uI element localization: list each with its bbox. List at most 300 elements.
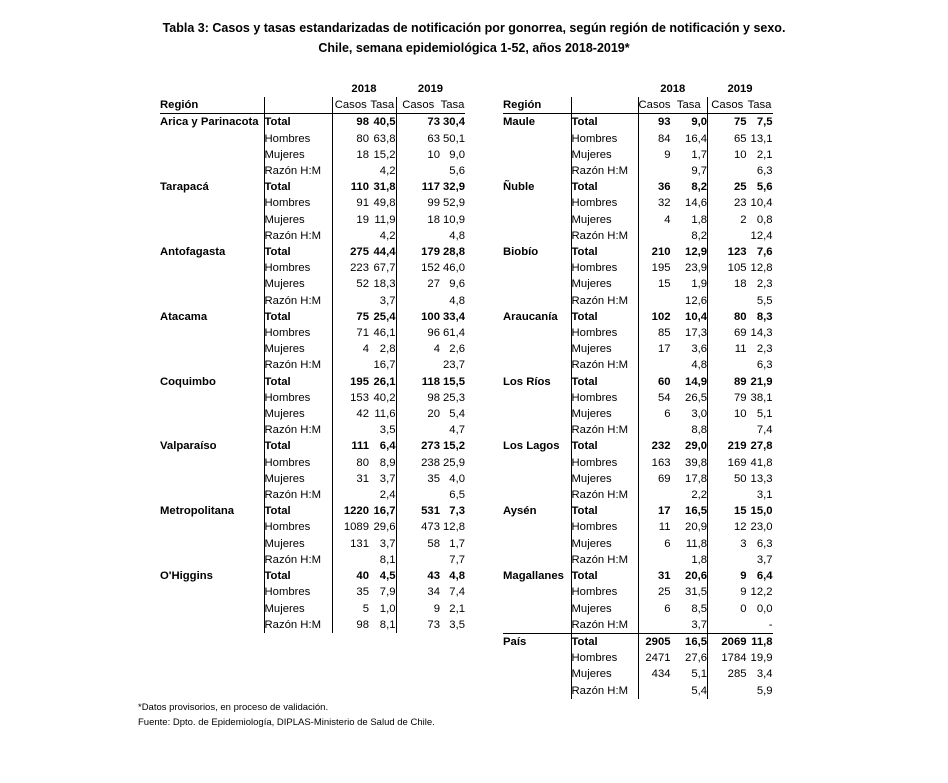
tasa-2018-cell: 11,9 <box>374 213 396 226</box>
region-name-empty <box>160 617 264 633</box>
blank-header-cell <box>503 81 571 97</box>
tasa-2018-cell: 3,0 <box>691 408 708 421</box>
tasa-2019-cell: 0,8 <box>756 213 773 226</box>
right-table-panel <box>503 81 773 699</box>
casos-2018-cell: 6 <box>638 601 671 617</box>
tasa-2019-cell: 19,9 <box>750 652 773 665</box>
region-name-empty <box>503 471 571 487</box>
tasa-2019-cell: - <box>768 618 773 631</box>
tasa-2018-cell: 31,8 <box>373 181 396 194</box>
casos-2019-cell <box>708 617 747 634</box>
table-title-line-2: Chile, semana epidemiológica 1-52, años 2018-2019* <box>318 41 630 55</box>
region-name-empty <box>160 601 264 617</box>
sex-label: Total <box>264 179 332 195</box>
table-row <box>503 293 773 309</box>
casos-2019-cell: 473 <box>396 519 440 535</box>
table-row <box>503 406 773 422</box>
tasa-2018-header: Tasa <box>671 97 708 114</box>
tasa-2019-cell: 4,8 <box>449 229 465 242</box>
tasa-2019-cell: 2,1 <box>449 602 465 615</box>
sex-label: Mujeres <box>264 341 332 357</box>
tasa-2019-cell: 10,4 <box>750 197 773 210</box>
tasa-2018-cell: 26,5 <box>685 391 708 404</box>
tasa-2019-cell: 5,6 <box>756 181 773 194</box>
casos-2018-cell: 17 <box>638 341 671 357</box>
region-name-empty <box>160 584 264 600</box>
table-row <box>503 601 773 617</box>
tasa-2019-cell: 7,4 <box>756 424 773 437</box>
casos-2018-cell: 80 <box>332 455 369 471</box>
tasa-2018-cell: 20,9 <box>685 521 708 534</box>
tasa-2019-cell: 30,4 <box>443 116 465 129</box>
sex-label: Hombres <box>264 195 332 211</box>
footnotes <box>138 700 435 730</box>
region-name-empty <box>160 131 264 147</box>
casos-2019-cell <box>708 683 747 699</box>
casos-2019-cell <box>708 163 747 179</box>
sex-label: Razón H:M <box>571 683 638 699</box>
casos-2018-cell <box>638 617 671 634</box>
tasa-2019-cell: 3,7 <box>756 553 773 566</box>
tasa-2018-cell: 23,9 <box>685 262 708 275</box>
table-row <box>160 357 465 373</box>
tasa-2018-cell: 4,8 <box>691 359 708 372</box>
casos-2019-cell <box>708 293 747 309</box>
casos-2019-cell: 25 <box>708 179 747 195</box>
region-name: Ñuble <box>503 181 535 194</box>
region-name-empty <box>503 584 571 600</box>
tasa-2018-cell: 2,4 <box>379 489 396 502</box>
casos-2019-cell <box>708 487 747 503</box>
casos-2019-cell: 219 <box>708 438 747 454</box>
region-name: País <box>503 633 571 650</box>
left-table-panel <box>160 81 465 633</box>
casos-2019-cell: 10 <box>708 406 747 422</box>
sex-label: Mujeres <box>571 471 638 487</box>
tasa-2018-cell: 4,2 <box>379 165 396 178</box>
region-name: Biobío <box>503 246 539 259</box>
region-name-empty <box>160 147 264 163</box>
footnote-source: Fuente: Dpto. de Epidemiología, DIPLAS-Ministerio de Salud de Chile. <box>138 717 435 728</box>
casos-2019-cell <box>708 422 747 438</box>
tasa-2019-cell: 4,8 <box>449 294 465 307</box>
sex-label: Total <box>264 114 332 131</box>
region-name: Aysén <box>503 505 537 518</box>
tasa-2019-cell: 5,9 <box>756 684 773 697</box>
sex-label: Mujeres <box>264 147 332 163</box>
tasa-2019-cell: 9,6 <box>449 278 465 291</box>
casos-2018-cell: 98 <box>332 617 369 633</box>
sex-label: Razón H:M <box>571 552 638 568</box>
table-row <box>503 438 773 454</box>
casos-2018-cell: 6 <box>638 406 671 422</box>
sex-label: Razón H:M <box>264 163 332 179</box>
sex-label: Hombres <box>571 455 638 471</box>
casos-2018-cell: 5 <box>332 601 369 617</box>
tasa-2019-cell: 32,9 <box>443 181 465 194</box>
region-name-empty <box>160 455 264 471</box>
casos-2018-cell: 210 <box>638 244 671 260</box>
tasa-2019-header: Tasa <box>440 97 465 114</box>
casos-2018-cell: 19 <box>332 212 369 228</box>
region-name-empty <box>503 163 571 179</box>
sex-label: Razón H:M <box>571 422 638 438</box>
table-row <box>503 683 773 699</box>
casos-2018-cell: 15 <box>638 276 671 292</box>
casos-2018-cell: 131 <box>332 536 369 552</box>
tasa-2018-cell: 4,2 <box>379 229 396 242</box>
table-row <box>503 617 773 634</box>
sex-label: Razón H:M <box>264 357 332 373</box>
tasa-2018-cell: 12,9 <box>685 246 708 259</box>
region-name-empty <box>503 455 571 471</box>
tasa-2018-cell: 26,1 <box>373 375 396 388</box>
tasa-2019-cell: 4,7 <box>449 424 465 437</box>
sex-label: Hombres <box>571 195 638 211</box>
year-2018-header: 2018 <box>351 83 377 95</box>
region-name-empty <box>160 260 264 276</box>
casos-2018-cell <box>332 552 369 568</box>
tasa-2018-cell: 10,4 <box>685 310 708 323</box>
casos-2019-cell <box>396 487 440 503</box>
sex-label: Razón H:M <box>264 552 332 568</box>
sex-label: Hombres <box>571 131 638 147</box>
tasa-2019-cell: 6,3 <box>756 537 773 550</box>
table-row <box>160 503 465 519</box>
casos-2018-cell: 232 <box>638 438 671 454</box>
tasa-2018-cell: 63,8 <box>373 132 396 145</box>
casos-2018-cell: 52 <box>332 276 369 292</box>
tasa-2018-cell: 17,8 <box>685 472 708 485</box>
tasa-2018-cell: 3,7 <box>379 294 396 307</box>
casos-2019-cell: 123 <box>708 244 747 260</box>
casos-2018-cell: 195 <box>638 260 671 276</box>
table-row <box>503 568 773 584</box>
right-region-table <box>503 81 773 699</box>
sex-label: Mujeres <box>264 212 332 228</box>
blank-header-cell <box>264 81 332 97</box>
casos-2019-cell: 69 <box>708 325 747 341</box>
sex-label: Mujeres <box>264 536 332 552</box>
tasa-2019-cell: 25,3 <box>443 391 465 404</box>
casos-2019-cell: 96 <box>396 325 440 341</box>
region-name-empty <box>503 390 571 406</box>
casos-2018-cell: 223 <box>332 260 369 276</box>
region-name-empty <box>503 617 571 634</box>
tasa-2018-cell: 6,4 <box>379 440 396 453</box>
sex-label: Total <box>571 114 638 131</box>
tasa-2019-cell: 10,9 <box>443 213 465 226</box>
sex-label: Mujeres <box>571 536 638 552</box>
casos-2018-cell: 84 <box>638 131 671 147</box>
casos-2019-cell: 152 <box>396 260 440 276</box>
blank-header-cell <box>160 81 264 97</box>
sex-label: Razón H:M <box>264 617 332 633</box>
region-name-empty <box>503 341 571 357</box>
casos-2019-cell <box>708 357 747 373</box>
tasa-2019-cell: 38,1 <box>750 391 773 404</box>
casos-2018-cell: 195 <box>332 374 369 390</box>
table-row <box>160 163 465 179</box>
table-row <box>160 536 465 552</box>
sex-label: Razón H:M <box>264 422 332 438</box>
tasa-2018-cell: 44,4 <box>373 246 396 259</box>
table-row <box>503 357 773 373</box>
table-title <box>0 18 948 58</box>
casos-2019-cell: 531 <box>396 503 440 519</box>
casos-2018-cell: 98 <box>332 114 369 131</box>
table-row <box>160 422 465 438</box>
tasa-2019-cell: 1,7 <box>449 537 465 550</box>
casos-2018-cell: 25 <box>638 584 671 600</box>
tasa-2019-cell: 13,1 <box>750 132 773 145</box>
tasa-2019-cell: 15,0 <box>750 505 773 518</box>
casos-2019-cell: 20 <box>396 406 440 422</box>
casos-2019-cell: 98 <box>396 390 440 406</box>
sex-label: Hombres <box>264 519 332 535</box>
tasa-2018-cell: 8,1 <box>379 553 396 566</box>
sex-label: Razón H:M <box>571 228 638 244</box>
table-row <box>503 309 773 325</box>
sex-label: Total <box>264 568 332 584</box>
table-row <box>160 438 465 454</box>
casos-2019-cell: 63 <box>396 131 440 147</box>
sex-label: Mujeres <box>571 601 638 617</box>
tasa-2019-cell: 2,3 <box>756 343 773 356</box>
table-row <box>160 309 465 325</box>
casos-2019-cell <box>396 552 440 568</box>
sex-label: Hombres <box>571 390 638 406</box>
region-name-empty <box>160 487 264 503</box>
table-row <box>160 147 465 163</box>
tasa-2018-cell: 7,9 <box>379 586 396 599</box>
table-row <box>160 325 465 341</box>
tasa-2019-cell: 5,6 <box>449 165 465 178</box>
year-2019-header: 2019 <box>417 83 444 95</box>
table-row <box>503 325 773 341</box>
casos-2019-cell: 100 <box>396 309 440 325</box>
tasa-2018-cell: 49,8 <box>373 197 396 210</box>
tasa-2018-cell: 5,4 <box>691 684 708 697</box>
casos-2018-cell: 31 <box>332 471 369 487</box>
tasa-2019-header: Tasa <box>747 97 773 114</box>
tasa-2018-cell: 5,1 <box>691 668 708 681</box>
casos-2018-cell: 4 <box>332 341 369 357</box>
sex-label: Total <box>264 309 332 325</box>
region-column-header: Región <box>160 97 264 114</box>
region-name: Coquimbo <box>160 375 216 388</box>
tasa-2018-cell: 18,3 <box>373 278 396 291</box>
tasa-2019-cell: 2,1 <box>756 148 773 161</box>
casos-2018-cell: 18 <box>332 147 369 163</box>
tasa-2019-cell: 5,1 <box>756 408 773 421</box>
casos-2019-cell: 18 <box>708 276 747 292</box>
tasa-2019-cell: 2,3 <box>756 278 773 291</box>
region-name: Los Ríos <box>503 375 551 388</box>
region-name-empty <box>160 325 264 341</box>
region-name-empty <box>503 487 571 503</box>
region-name-empty <box>160 471 264 487</box>
table-row <box>160 179 465 195</box>
region-name: Arica y Parinacota <box>160 116 259 129</box>
table-row <box>503 552 773 568</box>
tasa-2018-cell: 9,0 <box>691 116 708 129</box>
casos-2019-cell: 118 <box>396 374 440 390</box>
casos-2018-cell: 2905 <box>638 633 671 650</box>
table-row <box>503 650 773 666</box>
region-name-empty <box>503 683 571 699</box>
sex-label: Razón H:M <box>571 293 638 309</box>
casos-2019-cell: 179 <box>396 244 440 260</box>
table-row <box>160 519 465 535</box>
tasa-2019-cell: 11,8 <box>747 633 773 650</box>
table-row <box>160 114 465 131</box>
region-name-empty <box>160 406 264 422</box>
tasa-2018-cell: 11,6 <box>374 408 396 421</box>
table-row <box>503 471 773 487</box>
tasa-2019-cell: 12,8 <box>443 521 465 534</box>
casos-2019-cell: 15 <box>708 503 747 519</box>
table-row <box>160 601 465 617</box>
tasa-2018-cell: 16,7 <box>373 505 396 518</box>
tasa-2019-cell: 12,8 <box>750 262 773 275</box>
table-row <box>160 568 465 584</box>
casos-2018-cell <box>332 293 369 309</box>
casos-2019-cell: 105 <box>708 260 747 276</box>
table-row <box>160 228 465 244</box>
sex-label: Razón H:M <box>571 163 638 179</box>
tasa-2019-cell: 15,2 <box>443 440 465 453</box>
region-name-empty <box>503 276 571 292</box>
table-row <box>503 455 773 471</box>
region-name-empty <box>160 276 264 292</box>
tasa-2019-cell: 12,4 <box>750 229 773 242</box>
tasa-2019-cell: 8,3 <box>756 310 773 323</box>
tasa-2018-cell: 1,8 <box>691 553 708 566</box>
tasa-2018-cell: 16,7 <box>373 359 396 372</box>
table-row <box>503 584 773 600</box>
tasa-2018-cell: 3,7 <box>691 618 708 631</box>
sex-label: Hombres <box>264 584 332 600</box>
casos-2018-cell: 111 <box>332 438 369 454</box>
sex-label: Mujeres <box>264 406 332 422</box>
casos-2018-cell: 102 <box>638 309 671 325</box>
tasa-2019-cell: 12,2 <box>750 586 773 599</box>
region-name-empty <box>503 228 571 244</box>
casos-2018-cell: 275 <box>332 244 369 260</box>
sex-label: Total <box>571 438 638 454</box>
sex-label: Mujeres <box>571 666 638 682</box>
tasa-2018-cell: 8,5 <box>691 602 708 615</box>
casos-2019-cell: 43 <box>396 568 440 584</box>
casos-2019-cell: 35 <box>396 471 440 487</box>
tasa-2019-cell: 6,3 <box>756 359 773 372</box>
casos-2018-cell: 42 <box>332 406 369 422</box>
table-row <box>503 195 773 211</box>
tasa-2019-cell: 5,4 <box>449 408 465 421</box>
region-column-header: Región <box>503 97 571 114</box>
region-name-empty <box>503 131 571 147</box>
table-row <box>160 390 465 406</box>
sex-label: Razón H:M <box>571 357 638 373</box>
sex-label: Hombres <box>571 325 638 341</box>
tasa-2018-cell: 3,6 <box>691 343 708 356</box>
table-row <box>160 584 465 600</box>
sex-label: Total <box>571 179 638 195</box>
tasa-2019-cell: 7,6 <box>756 246 773 259</box>
region-name: Los Lagos <box>503 440 560 453</box>
tasa-2019-cell: 25,9 <box>443 456 465 469</box>
casos-2018-cell <box>332 487 369 503</box>
tasa-2018-cell: 14,6 <box>685 197 708 210</box>
tasa-2019-cell: 6,4 <box>756 570 773 583</box>
casos-2019-header: Casos <box>708 97 747 114</box>
tasa-2018-cell: 3,7 <box>379 537 396 550</box>
casos-2019-cell: 9 <box>708 584 747 600</box>
casos-2018-cell: 40 <box>332 568 369 584</box>
region-name-empty <box>160 195 264 211</box>
left-region-table <box>160 81 465 633</box>
column-header-row <box>160 97 465 114</box>
table-row <box>160 131 465 147</box>
casos-2019-cell: 0 <box>708 601 747 617</box>
table-row <box>160 260 465 276</box>
casos-2018-cell <box>332 357 369 373</box>
casos-2019-cell <box>708 552 747 568</box>
tasa-2019-cell: 7,7 <box>449 553 465 566</box>
tasa-2019-cell: 3,5 <box>449 618 465 631</box>
casos-2018-cell: 2471 <box>638 650 671 666</box>
tasa-2018-cell: 16,5 <box>685 505 708 518</box>
casos-2018-cell <box>638 552 671 568</box>
sex-label: Total <box>571 503 638 519</box>
casos-2019-cell <box>396 163 440 179</box>
sex-label: Mujeres <box>571 406 638 422</box>
tasa-2018-cell: 3,5 <box>379 424 396 437</box>
casos-2019-cell: 58 <box>396 536 440 552</box>
tasa-2018-cell: 14,9 <box>685 375 708 388</box>
casos-2019-cell: 80 <box>708 309 747 325</box>
casos-2019-cell: 10 <box>396 147 440 163</box>
sex-label: Total <box>571 633 638 650</box>
casos-2019-cell: 3 <box>708 536 747 552</box>
tasa-2018-cell: 16,4 <box>685 132 708 145</box>
casos-2018-cell: 110 <box>332 179 369 195</box>
sex-label: Razón H:M <box>264 228 332 244</box>
region-name-empty <box>160 536 264 552</box>
casos-2018-header: Casos <box>638 97 671 114</box>
tasa-2019-cell: 52,9 <box>443 197 465 210</box>
sex-label: Total <box>571 309 638 325</box>
sex-label: Razón H:M <box>264 487 332 503</box>
sex-label: Hombres <box>264 260 332 276</box>
casos-2018-cell: 153 <box>332 390 369 406</box>
tasa-2019-cell: 14,3 <box>750 327 773 340</box>
table-row <box>160 471 465 487</box>
tasa-2018-header: Tasa <box>369 97 396 114</box>
tasa-2018-cell: 1,8 <box>691 213 708 226</box>
sex-label: Total <box>571 244 638 260</box>
casos-2018-cell: 54 <box>638 390 671 406</box>
tasa-2018-cell: 4,5 <box>379 570 396 583</box>
tasa-2019-cell: 15,5 <box>443 375 465 388</box>
sex-label: Mujeres <box>571 212 638 228</box>
tasa-2018-cell: 1,9 <box>691 278 708 291</box>
sex-label: Mujeres <box>264 471 332 487</box>
casos-2018-cell: 1089 <box>332 519 369 535</box>
region-name: Maule <box>503 116 536 129</box>
tasa-2019-cell: 0,0 <box>756 602 773 615</box>
